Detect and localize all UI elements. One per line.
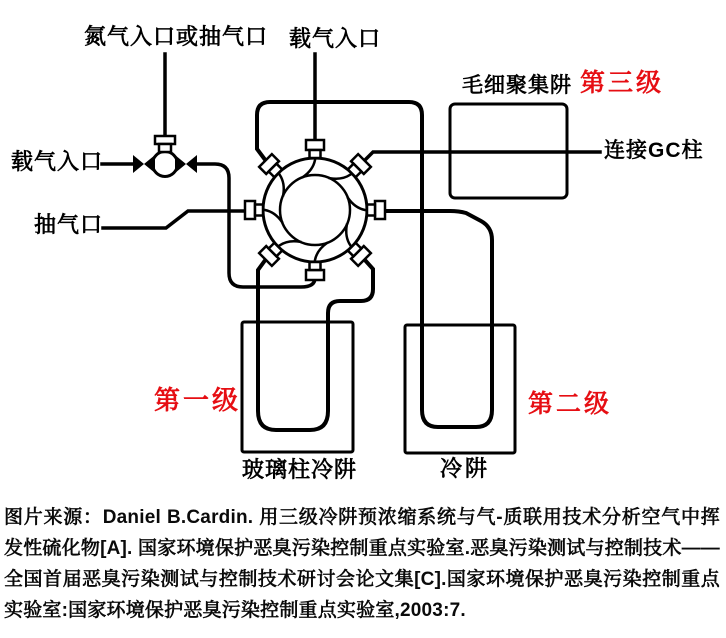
eight-port-valve — [245, 140, 385, 280]
carrier-left-label: 载气入口 — [11, 149, 104, 174]
stage3-label: 第三级 — [580, 69, 665, 97]
pump-port-label: 抽气口 — [34, 212, 104, 237]
bottomright-port-to-trap1-line — [258, 259, 373, 430]
gc-column-line — [364, 152, 600, 161]
carrier-top-label: 载气入口 — [289, 26, 382, 51]
three-way-valve-right-fitting — [175, 155, 197, 173]
stage1-label: 第一级 — [154, 385, 242, 415]
three-way-valve-body — [153, 152, 178, 177]
three-way-valve — [133, 136, 197, 177]
capillary-trap-label: 毛细聚集阱 — [462, 74, 572, 97]
image-source-caption: 图片来源：Daniel B.Cardin. 用三级冷阱预浓缩系统与气-质联用技术分析空气中挥发性硫化物[A]. 国家环境保护恶臭污染控制重点实验室.恶臭污染测试与控制技术——全国首届恶臭污染测试与控制技术研讨会论文集[C].国家环境保护恶臭污染控制重点实验室:国家环境保护恶臭污染控制重点实验室,2003:7. — [4, 507, 720, 621]
three-way-valve-left-fitting — [133, 155, 155, 173]
glass-column-trap-label: 玻璃柱冷阱 — [242, 457, 358, 482]
n2-inlet-label: 氮气入口或抽气口 — [84, 24, 269, 49]
cold-trap-label: 冷阱 — [440, 456, 491, 481]
stage2-label: 第二级 — [528, 390, 613, 418]
pump-port-line — [103, 211, 246, 228]
gc-column-label: 连接GC柱 — [604, 139, 704, 162]
